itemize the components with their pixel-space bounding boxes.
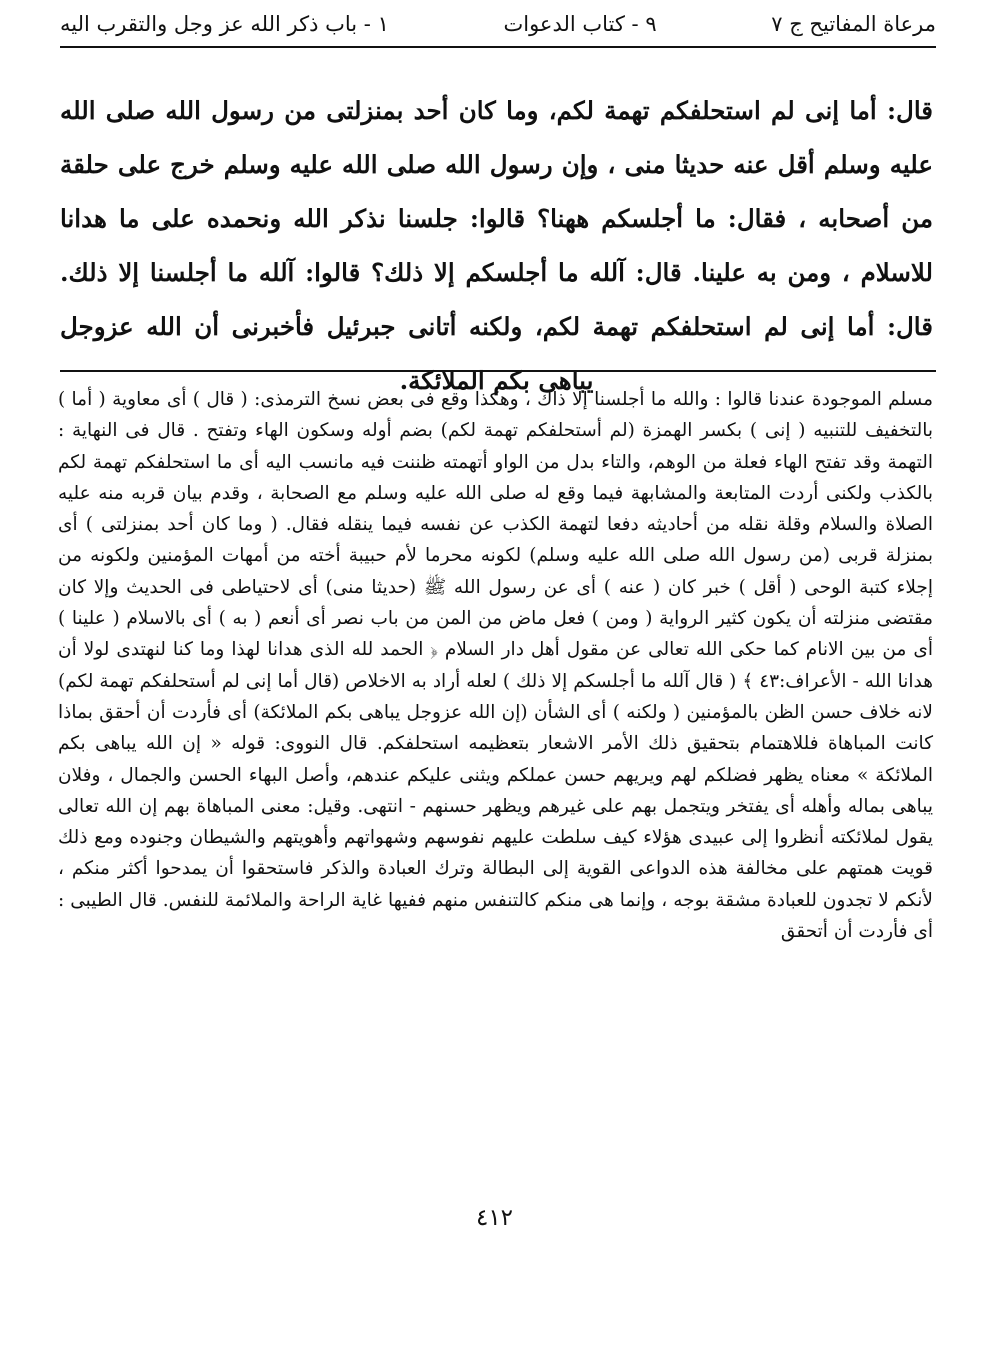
commentary-body xyxy=(58,384,933,947)
hadith-text: قال: أما إنى لم استحلفكم تهمة لكم، وما كان أحد بمنزلتى من رسول الله صلى الله عليه وسلم أقل عنه حديثا منى ، وإن رسول الله صلى الله عليه وسلم خرج على حلقة من أصحابه ، فقال: ما أجلسكم ههنا؟ قالوا: جلسنا نذكر الله ونحمده على ما هدانا للاسلام ، ومن به علينا. قال: آلله ما أجلسكم إلا ذلك؟ قالوا: آلله ما أجلسنا إلا ذلك. قال: أما إنى لم استحلفكم تهمة لكم، ولكنه أتانى جبرئيل فأخبرنى أن الله عزوجل يباهى بكم الملائكة. xyxy=(60,96,933,395)
header-kitab: ٩ - كتاب الدعوات xyxy=(503,12,657,36)
commentary-text: مسلم الموجودة عندنا قالوا : والله ما أجلسنا إلا ذاك ، وهكذا وقع فى بعض نسخ الترمذى: ( قال ) أى معاوية ( أما ) بالتخفيف للتنبيه ( إنى ) بكسر الهمزة (لم أستحلفكم تهمة لكم) بضم أوله وسكون الهاء وتفتح . قال فى النهاية : التهمة وقد تفتح الهاء فعلة من الوهم، والتاء بدل من الواو أتهمته ظننت فيه مانسب اليه أى ما استحلفكم تهمة لكم بالكذب ولكنى أردت المتابعة والمشابهة فيما وقع له صلى الله عليه وسلم مع الصحابة ، وقدم بيان قربه منه عليه الصلاة والسلام وقلة نقله من أحاديثه دفعا لتهمة الكذب عن نفسه فيما ينقله فقال. ( وما كان أحد بمنزلتى ) أى بمنزلة قربى (من رسول الله صلى الله عليه وسلم) لكونه محرما لأم حبيبة أخته من أمهات المؤمنين ولكونه من إجلاء كتبة الوحى ( أقل ) خبر كان ( عنه ) أى عن رسول الله ﷺ (حديثا منى) أى لاحتياطى فى الحديث وإلا كان مقتضى منزلته أن يكون كثير الرواية ( ومن ) فعل ماض من المن من باب نصر أى أنعم ( به ) أى بالاسلام ( علينا ) أى من بين الانام كما حكى الله تعالى عن مقول أهل دار السلام ﴿ الحمد لله الذى هدانا لهذا وما كنا لنهتدى لولا أن هدانا الله - الأعراف:٤٣ ﴾ ( قال آلله ما أجلسكم إلا ذلك ) لعله أراد به الاخلاص (قال أما إنى لم أستحلفكم تهمة لكم) لانه خلاف حسن الظن بالمؤمنين ( ولكنه ) أى الشأن (إن الله عزوجل يباهى بكم الملائكة) أى فأردت أن أحقق بماذا كانت المباهاة فللاهتمام بتحقيق ذلك الأمر الاشعار بتعظيمه استحلفكم. قال النووى: قوله « إن الله يباهى بكم الملائكة » معناه يظهر فضلكم لهم ويريهم حسن عملكم ويثنى عليكم عندهم، وأصل البهاء الحسن والجمال ، وفلان يباهى بماله وأهله أى يفتخر ويتجمل بهم على غيرهم ويظهر حسنهم - انتهى. وقيل: معنى المباهاة بهم إن الله تعالى يقول لملائكته أنظروا إلى عبيدى هؤلاء كيف سلطت عليهم نفوسهم وشهواتهم وأهويتهم والشيطان وجنوده ومع ذلك قويت همتهم على مخالفة هذه الدواعى القوية إلى البطالة وترك العبادة والذكر فاستحقوا أن يمدحوا أكثر منكم ، لأنكم لا تجدون للعبادة مشقة بوجه ، وإنما هى منكم كالتنفس منهم ففيها غاية الراحة والملائمة للنفس. قال الطيبى : أى فأردت أن أتحقق xyxy=(58,389,933,943)
page-number: ٤١٢ xyxy=(475,1205,514,1231)
header-bab: ١ - باب ذكر الله عز وجل والتقرب اليه xyxy=(60,12,389,36)
header-book-title: مرعاة المفاتيح ج ٧ xyxy=(771,12,936,36)
section-divider xyxy=(60,370,936,372)
running-header xyxy=(60,2,936,48)
